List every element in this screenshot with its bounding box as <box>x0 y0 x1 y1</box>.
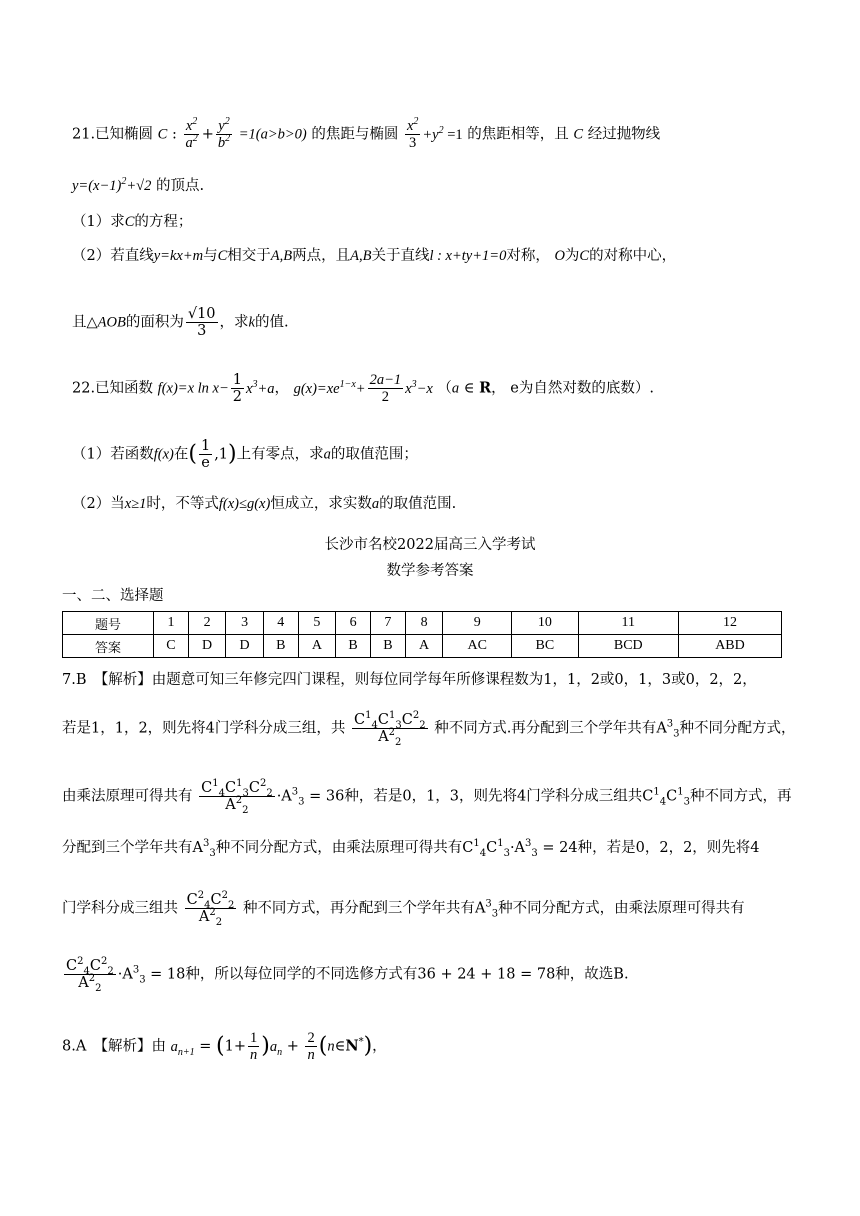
table-cell: 3 <box>226 612 263 635</box>
table-cell: 11 <box>578 612 678 635</box>
table-cell: 2 <box>188 612 225 635</box>
table-cell: 12 <box>678 612 781 635</box>
table-cell: ABD <box>678 635 781 658</box>
table-cell: B <box>336 635 371 658</box>
table-cell: A <box>405 635 442 658</box>
table-cell: 1 <box>154 612 189 635</box>
table-cell: B <box>263 635 298 658</box>
q22-part1: （1）若函数f(x)在( $\frac{1}{e}$ ,1)上有零点，求a的取值范围； <box>72 438 418 471</box>
table-header-cell: 答案 <box>63 635 154 658</box>
table-cell: 4 <box>263 612 298 635</box>
section-label: 一、二、选择题 <box>62 588 164 604</box>
table-cell: 6 <box>336 612 371 635</box>
table-cell: C <box>154 635 189 658</box>
table-header-cell: 题号 <box>63 612 154 635</box>
q21-part2: （2）若直线y=kx+m与C相交于A,B两点，且A,B关于直线l : x+ty+1=0对称， O为C的对称中心， <box>72 248 677 264</box>
sol8-line1: 8.A 【解析】由 $a_{n+1} = (1+$ $\frac{1}{n}$ )$a_n$ + $\frac{2}{n}$ (n∈N*)， <box>62 1030 387 1063</box>
answer-table <box>62 611 782 658</box>
sol7-line5: 门学科分成三组共 $\frac{C^2_4C^2_2}{A^2_2}$ 种不同方式，再分配到三个学年共有$A^3_3$种不同分配方式，由乘法原理可得共有 <box>62 890 745 928</box>
table-cell: 8 <box>405 612 442 635</box>
sol7-line6: $\frac{C^2_4C^2_2}{A^2_2}$ $\cdot A^3_3 = 18$种，所以每位同学的不同选修方式有36 + 24 + 18 = 78种，故选B. <box>66 956 629 994</box>
table-cell: BC <box>512 635 578 658</box>
table-cell: D <box>226 635 263 658</box>
table-row <box>63 635 782 658</box>
table-cell: D <box>188 635 225 658</box>
answer-title: 长沙市名校2022届高三入学考试 <box>324 537 536 553</box>
table-cell: 5 <box>298 612 335 635</box>
q21-line2: $y=(x-1)^2+√2$ 的顶点. <box>72 176 205 194</box>
q21-area: 且△AOB的面积为 $\frac{√10}{3}$ ，求k的值. <box>72 306 289 339</box>
table-cell: 9 <box>443 612 512 635</box>
table-cell: B <box>371 635 406 658</box>
q21-line1: 21.已知椭圆 C : $\frac{x^2}{a^2}$ + $\frac{y^2}{b^2}$ =1(a>b>0) 的焦距与椭圆 $\frac{x^2}{3}$ $+y^2 =1$ 的焦距相等，且 C 经过抛物线 <box>72 116 661 151</box>
table-cell: 10 <box>512 612 578 635</box>
sol7-line3: 由乘法原理可得共有 $\frac{C^1_4C^1_3C^2_2}{A^2_2}$ $\cdot A^3_3 = 36$种，若是0，1，3，则先将4门学科分成三组共$C^1_4C^1_3$种不同方式，再 <box>62 778 792 816</box>
q21-part1: （1）求C的方程； <box>72 214 193 230</box>
table-cell: AC <box>443 635 512 658</box>
sol7-line4: 分配到三个学年共有$A^3_3$种不同分配方式，由乘法原理可得共有$C^1_4C^1_3\cdot A^3_3 = 24$种，若是0，2，2，则先将4 <box>62 838 760 859</box>
q22-line1: 22.已知函数 f(x)=x ln x− $\frac{1}{2}$ $x^3+a$， $g(x)=xe^{1-x}+$ $\frac{2a-1}{2}$ $x^3-x$ （a ∈ R， e为自然对数的底数）. <box>72 372 654 405</box>
table-row <box>63 612 782 635</box>
sol7-line2: 若是1，1，2，则先将4门学科分成三组，共 $\frac{C^1_4C^1_3C^2_2}{A^2_2}$ 种不同方式.再分配到三个学年共有$A^3_3$种不同分配方式， <box>62 710 796 748</box>
table-cell: A <box>298 635 335 658</box>
sol7-line1: 7.B 【解析】由题意可知三年修完四门课程，则每位同学每年所修课程数为1，1，2或0，1，3或0，2，2， <box>62 672 757 688</box>
q22-part2: （2）当x≥1时，不等式f(x)≤g(x)恒成立，求实数a的取值范围. <box>72 496 457 512</box>
table-cell: 7 <box>371 612 406 635</box>
answer-subtitle: 数学参考答案 <box>386 563 474 579</box>
table-cell: BCD <box>578 635 678 658</box>
